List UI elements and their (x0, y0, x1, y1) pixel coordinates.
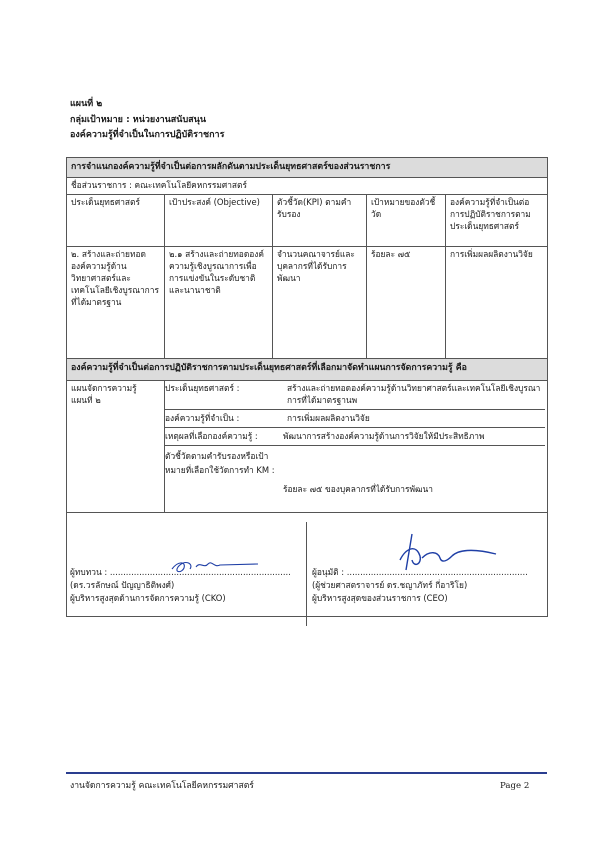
kpi-value: ร้อยละ ๗๕ ของบุคลากรที่ได้รับการพัฒนา (283, 483, 433, 494)
approver-label: ผู้อนุมัติ : .................................................................... (312, 567, 528, 577)
col-header-knowledge: องค์ความรู้ที่จำเป็นต่อการปฏิบัติราชการตามประเด็นยุทธศาสตร์ (446, 194, 548, 246)
cell-strategy: ๒. สร้างและถ่ายทอดองค์ความรู้ด้านวิทยาศาสตร์และเทคโนโลยีเชิงบูรณาการที่ได้มาตรฐาน (67, 246, 165, 358)
section2-band: องค์ความรู้ที่จำเป็นต่อการปฏิบัติราชการตามประเด็นยุทธศาสตร์ที่เลือกมาจัดทำแผนการจัดการความรู้ คือ (67, 358, 548, 380)
knowledge-label: องค์ความรู้ที่จำเป็น : (165, 409, 283, 427)
reviewer-name: (ดร.วรลักษณ์ ปัญญาธิติพงศ์) (70, 580, 175, 591)
approver-name: (ผู้ช่วยศาสตราจารย์ ดร.ชญาภัทร์ กี่อาริโย) (312, 580, 468, 591)
cell-kpi: จำนวนคณาจารย์และบุคลากรที่ได้รับการพัฒนา (273, 246, 367, 358)
col-header-objective: เป้าประสงค์ (Objective) (165, 194, 273, 246)
target-group: กลุ่มเป้าหมาย : หน่วยงานสนับสนุน (70, 115, 206, 125)
reviewer-handwritten-signature (168, 555, 264, 577)
plan-number: แผนที่ ๒ (70, 99, 103, 109)
org-name: ชื่อส่วนราชการ : คณะเทคโนโลยีคหกรรมศาสตร์ (67, 178, 548, 195)
km-plan-label: แผนจัดการความรู้ แผนที่ ๒ (67, 380, 165, 512)
cell-objective: ๒.๑ สร้างและถ่ายทอดองค์ความรู้เชิงบูรณาการเพื่อการแข่งขันในระดับชาติและนานาชาติ (165, 246, 273, 358)
cell-knowledge: การเพิ่มผลผลิตงานวิจัย (446, 246, 548, 358)
footer-rule (66, 772, 547, 774)
section1-band: การจำแนกองค์ความรู้ที่จำเป็นต่อการผลักดันตามประเด็นยุทธศาสตร์ของส่วนราชการ (67, 158, 548, 178)
knowledge-value: การเพิ่มผลผลิตงานวิจัย (283, 409, 545, 427)
page-number: Page 2 (500, 781, 530, 791)
approver-handwritten-signature (392, 530, 502, 580)
col-header-kpi: ตัวชี้วัด(KPI) ตามคำรับรอง (273, 194, 367, 246)
reviewer-role: ผู้บริหารสูงสุดด้านการจัดการความรู้ (CKO) (70, 593, 226, 604)
reason-value: พัฒนาการสร้างองค์ความรู้ด้านการวิจัยให้มีประสิทธิภาพ (283, 427, 545, 445)
knowledge-title: องค์ความรู้ที่จำเป็นในการปฏิบัติราชการ (70, 130, 225, 140)
km-plan-inner (165, 383, 545, 498)
col-header-target: เป้าหมายของตัวชี้วัด (367, 194, 446, 246)
km-plan-details (165, 380, 548, 512)
cell-target: ร้อยละ ๗๕ (367, 246, 446, 358)
footer-department: งานจัดการความรู้ คณะเทคโนโลยีคหกรรมศาสตร์ (70, 781, 254, 791)
signature-divider (306, 522, 307, 626)
reason-label: เหตุผลที่เลือกองค์ความรู้ : (165, 427, 283, 445)
reviewer-label: ผู้ทบทวน : .................................................................... (70, 567, 291, 577)
kpi-label: ตัวชี้วัดตามคำรับรองหรือเป้าหมายที่เลือกใช้วัดการทำ KM : (165, 450, 275, 475)
col-header-strategy: ประเด็นยุทธศาสตร์ (67, 194, 165, 246)
approver-role: ผู้บริหารสูงสุดของส่วนราชการ (CEO) (312, 593, 448, 604)
strategy-label: ประเด็นยุทธศาสตร์ : (165, 383, 283, 409)
strategy-value: สร้างและถ่ายทอดองค์ความรู้ด้านวิทยาศาสตร์และเทคโนโลยีเชิงบูรณาการที่ได้มาตรฐานพ (283, 383, 545, 409)
